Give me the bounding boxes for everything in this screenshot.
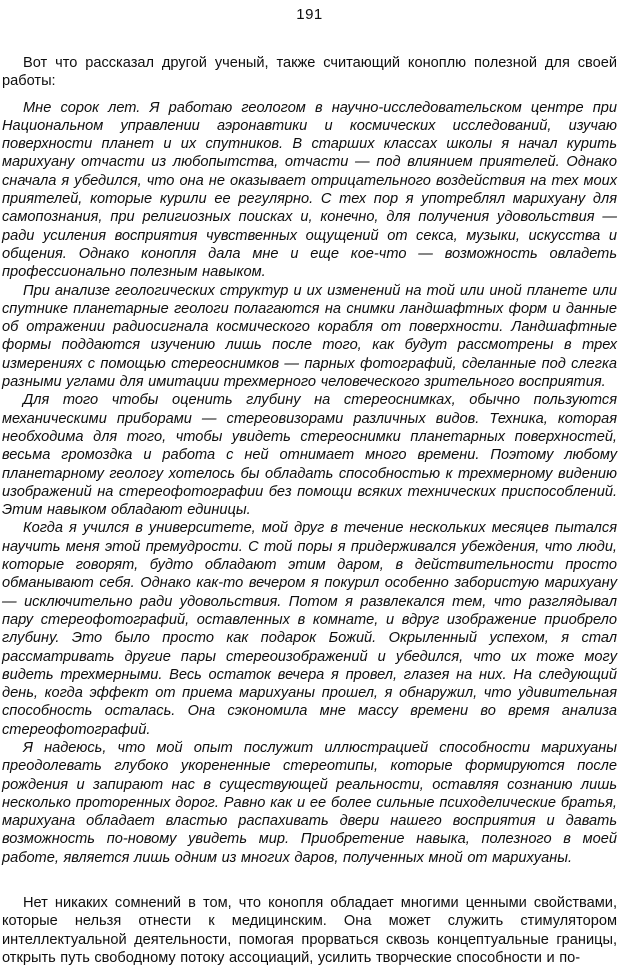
quote-paragraph-4: Когда я учился в университете, мой друг в течение нескольких месяцев пытался научить меня этой премудрости. С той поры я придерживался убеждения, что люди, которые говорят, будто обладают этим даром, в действительности просто обманывают себя. Однако как-то вечером я покурил особенно забористую марихуану — исключительно ради удовольствия. Потом я развлекался тем, что разглядывал пару стереофотографий, оставленных в комнате, и вдруг изображение приобрело глубину. Это было просто как подарок Божий. Окрыленный успехом, я стал рассматривать другие пары стереоизображений и убедился, что их тоже могу видеть трехмерными. Весь остаток вечера я провел, глазея на них. На следующий день, когда эффект от приема марихуаны прошел, я обнаружил, что удивительная способность осталась. Она сэкономила мне массу времени во время анализа стереофотографий. xyxy=(2,520,617,738)
page-number: 191 xyxy=(296,6,323,23)
quote-paragraph-2: При анализе геологических структур и их изменений на той или иной планете или спутнике планетарные геологи полагаются на снимки ландшафтных форм и данные об отражении радиосигнала космического корабля от поверхности. Ландшафтные формы поддаются изучению лишь после того, как будут рассмотрены в трех измерениях с помощью стереоснимков — парных фотографий, сделанные под слегка разными углами для имитации трехмерного человеческого зрительного восприятия. xyxy=(2,282,617,391)
quote-paragraph-5: Я надеюсь, что мой опыт послужит иллюстрацией способности марихуаны преодолевать глубоко укорененные стереотипы, которые формируются после рождения и запирают нас в существующей реальности, оставляя сознанию лишь несколько проторенных дорог. Равно как и ее более сильные психоделические братья, марихуана обладает властью распахивать двери нашего восприятия и давать возможность по-новому увидеть мир. Приобретение навыка, полезного в моей работе, является лишь одним из многих даров, полученных мной от марихуаны. xyxy=(2,739,617,866)
intro-paragraph: Вот что рассказал другой ученый, также считающий коноплю полезной для своей работы: xyxy=(2,55,617,90)
quote-paragraph-3: Для того чтобы оценить глубину на стереоснимках, обычно пользуются механическими приборами — стереовизорами различных видов. Техника, которая необходима для того, чтобы увидеть стереоснимки планетарных поверхностей, весьма громоздка и работа с ней отнимает много времени. Поэтому любому планетарному геологу хотелось бы обладать способностью к трехмерному видению изображений на стереофотографии без помощи всяких технических приспособлений. Этим навыком обладают единицы. xyxy=(2,392,617,519)
quote-paragraph-1: Мне сорок лет. Я работаю геологом в научно-исследовательском центре при Национальном управлении аэронавтики и космических исследований, изучаю поверхности планет и их спутников. В старших классах школы я начал курить марихуану отчасти из любопытства, отчасти — под влиянием приятелей. Однако сначала я убедился, что она не оказывает отрицательного воздействия на тех моих приятелей, которые курили ее регулярно. С тех пор я употреблял марихуану для самопознания, при религиозных поисках и, конечно, для получения удовольствия — ради усиления восприятия чувственных ощущений от секса, музыки, искусства и общения. Однако конопля дала мне и еще кое-что — возможность овладеть профессионально полезным навыком. xyxy=(2,99,617,281)
closing-paragraph: Нет никаких сомнений в том, что конопля обладает многими ценными свойствами, которые нельзя отнести к медицинским. Она может служить стимулятором интеллектуальной деятельности, помогая прорваться сквозь концептуальные границы, открыть путь свободному потоку ассоциаций, усилить творческие способности и по- xyxy=(2,895,617,966)
